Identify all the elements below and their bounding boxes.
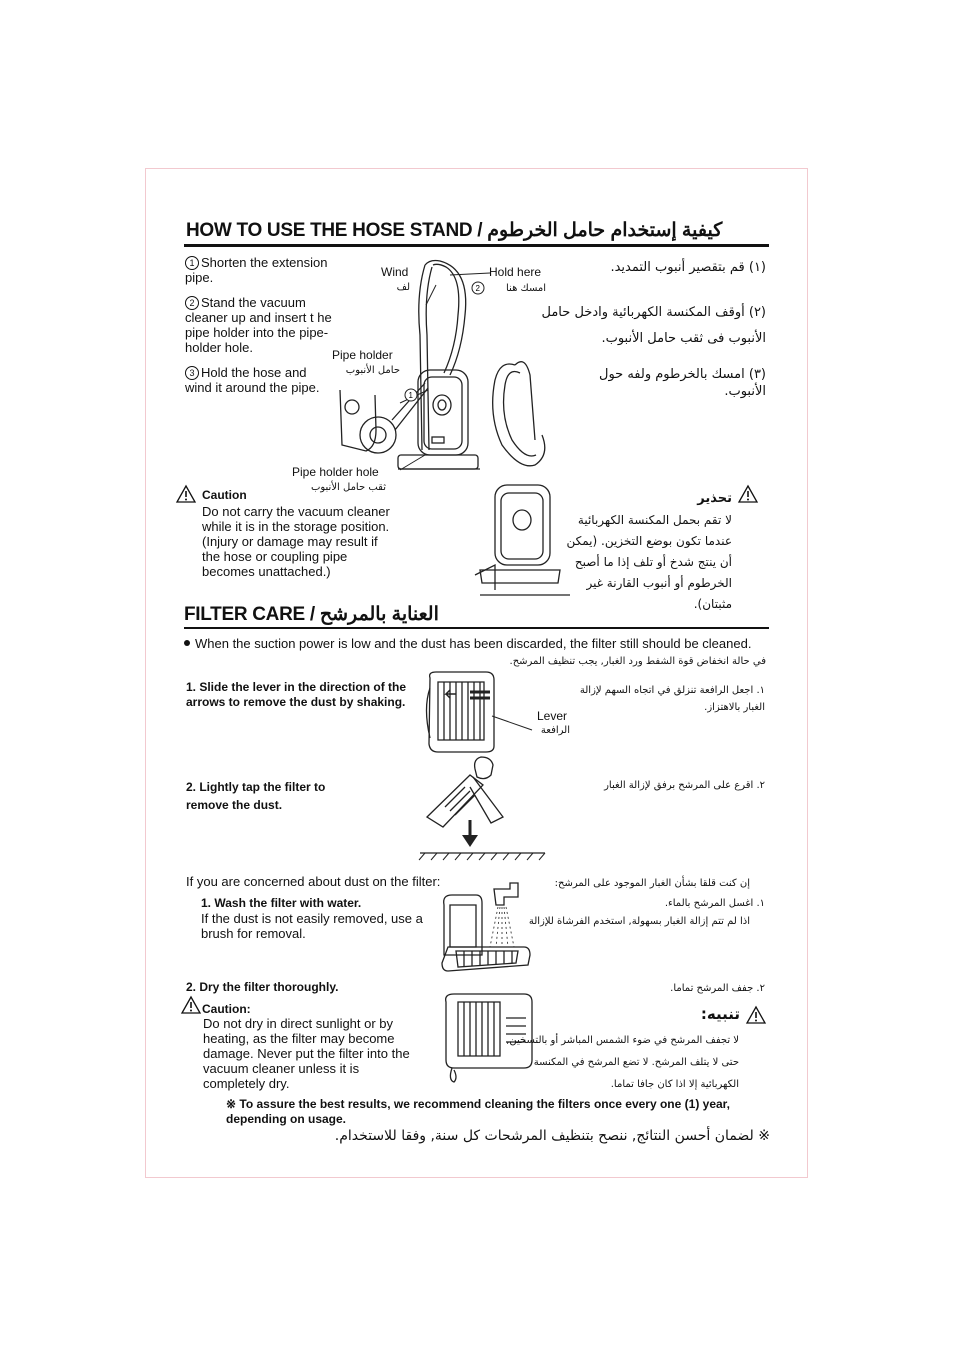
wash-ar-2: اذا لم تتم إزالة الغبار بسهولة, استخدم الفرشاة للإزالة	[528, 916, 750, 927]
bullet-dot	[184, 640, 190, 646]
lever-label: Lever	[537, 709, 568, 723]
hose-caution-title-ar: تحذير	[697, 491, 732, 506]
wash-text: If the dust is not easily removed, use a brush for removal.	[201, 911, 423, 941]
pipe-holder-hole-label-ar: ثقب حامل الأنبوب	[310, 482, 386, 493]
step-number-2: 2	[185, 296, 199, 310]
step-number-3: 3	[185, 366, 199, 380]
hold-here-label: Hold here	[489, 265, 542, 279]
warning-icon	[176, 485, 196, 503]
cleaning-note-ar: ※ لضمان أحسن النتائج, ننصح بتنظيف المرشحات كل سنة, وفقا للاستخدام.	[334, 1128, 770, 1144]
hose-stand-title: HOW TO USE THE HOSE STAND / كيفية إستخدام حامل الخرطوم	[186, 220, 723, 241]
cleaning-note: ※ To assure the best results, we recommend cleaning the filters once every one (1) year, depending on usage.	[226, 1097, 731, 1126]
marker-1: 1	[408, 391, 413, 400]
filter-step-2: 2. Lightly tap the filter to remove the dust.	[186, 780, 326, 812]
title-rule	[184, 244, 769, 247]
hose-step-1-text: Shorten the extension pipe.	[185, 255, 328, 285]
pipe-holder-hole-label: Pipe holder hole	[292, 465, 379, 479]
filter-intro-text: When the suction power is low and the dust has been discarded, the filter still should be cleaned.	[195, 636, 752, 651]
dry-ar: ٢. جفف المرشح تماما.	[670, 983, 765, 994]
pipe-holder-label: Pipe holder	[332, 348, 393, 362]
dry-title: 2. Dry the filter thoroughly.	[186, 980, 339, 994]
hose-caution-text: Do not carry the vacuum cleaner while it is in the storage position. (Injury or damage may result if the hose or coupling pipe becomes unattached.)	[202, 504, 390, 579]
hose-caution-title: Caution	[202, 488, 247, 502]
hose-step-3	[185, 365, 320, 395]
filter-step-1: 1. Slide the lever in the direction of the arrows to remove the dust by shaking.	[186, 680, 407, 709]
lever-label-ar: الرافعة	[540, 725, 570, 736]
hose-caution-text-ar: لا تقم بحمل المكنسة الكهربائية عندما تكون بوضع التخزين. (يمكن أن ينتج شدخ أو تلف إذا ما أصبح الخرطوم أو أنبوب القارنة غير مثبتان).	[566, 513, 732, 611]
hose-step-1	[185, 255, 340, 285]
step-number-1: 1	[185, 256, 199, 270]
dry-caution-title: Caution:	[202, 1002, 251, 1016]
warning-icon	[738, 485, 758, 503]
tap-filter-illustration	[415, 755, 555, 860]
hose-step-2-text: Stand the vacuum cleaner up and insert t he pipe holder into the pipe-holder hole.	[185, 295, 332, 355]
hold-here-label-ar: امسك هنا	[506, 283, 546, 294]
hose-step-1-ar: (١) قم بتقصير أنبوب التمديد.	[610, 260, 766, 275]
filter-title-rule	[184, 627, 769, 629]
dry-caution-title-ar: تنبيه:	[700, 1005, 740, 1023]
warning-icon	[746, 1006, 766, 1024]
wash-filter-illustration	[438, 875, 538, 980]
hose-step-3-ar: (٣) امسك بالخرطوم ولفه حول الأنبوب.	[599, 367, 766, 399]
wash-title: 1. Wash the filter with water.	[201, 896, 362, 910]
wind-label: Wind	[381, 265, 409, 279]
dry-caution-text-ar: لا تجفف المرشح في ضوء الشمس المباشر أو بالتسخين, حتى لا يتلف المرشح. لا تضع المرشح في المكنسة الكهربائية إلا اذا كان جافا تماما.	[506, 1035, 739, 1090]
filter-intro	[184, 636, 774, 651]
filter-step-2-ar: ٢. اقرع على المرشح برفق لإزالة الغبار	[604, 780, 765, 791]
filter-intro-ar: في حالة انخفاض قوة الشفط ورد الغبار, يجب تنظيف المرشح.	[509, 656, 766, 667]
warning-icon	[181, 996, 201, 1014]
wash-ar-1: ١. اغسل المرشح بالماء.	[664, 898, 765, 909]
filter-lever-illustration	[420, 668, 550, 758]
hose-step-2	[185, 295, 345, 355]
filter-step-1-ar: ١. اجعل الرافعة تنزلق في اتجاه السهم لإزالة الغبار بالاهتزاز.	[579, 685, 765, 713]
pipe-holder-label-ar: حامل الأنبوب	[345, 365, 400, 376]
hose-step-2-ar: (٢) أوقف المكنسة الكهربائية وادخل حامل الأنبوب فى ثقب حامل الأنبوب.	[541, 305, 766, 346]
dry-caution-text: Do not dry in direct sunlight or by heating, as the filter may become damage. Never put the filter into the vacuum cleaner unless it is completely dry.	[203, 1016, 410, 1091]
filter-care-title: FILTER CARE / العناية بالمرشح	[184, 604, 439, 625]
dust-concern: If you are concerned about dust on the filter:	[186, 874, 441, 889]
dust-concern-ar: إن كنت قلقا بشأن الغبار الموجود على المرشح:	[554, 878, 750, 889]
wind-label-ar: لف	[396, 282, 410, 293]
marker-2: 2	[475, 284, 480, 293]
hose-step-3-text: Hold the hose and wind it around the pipe.	[185, 365, 320, 395]
